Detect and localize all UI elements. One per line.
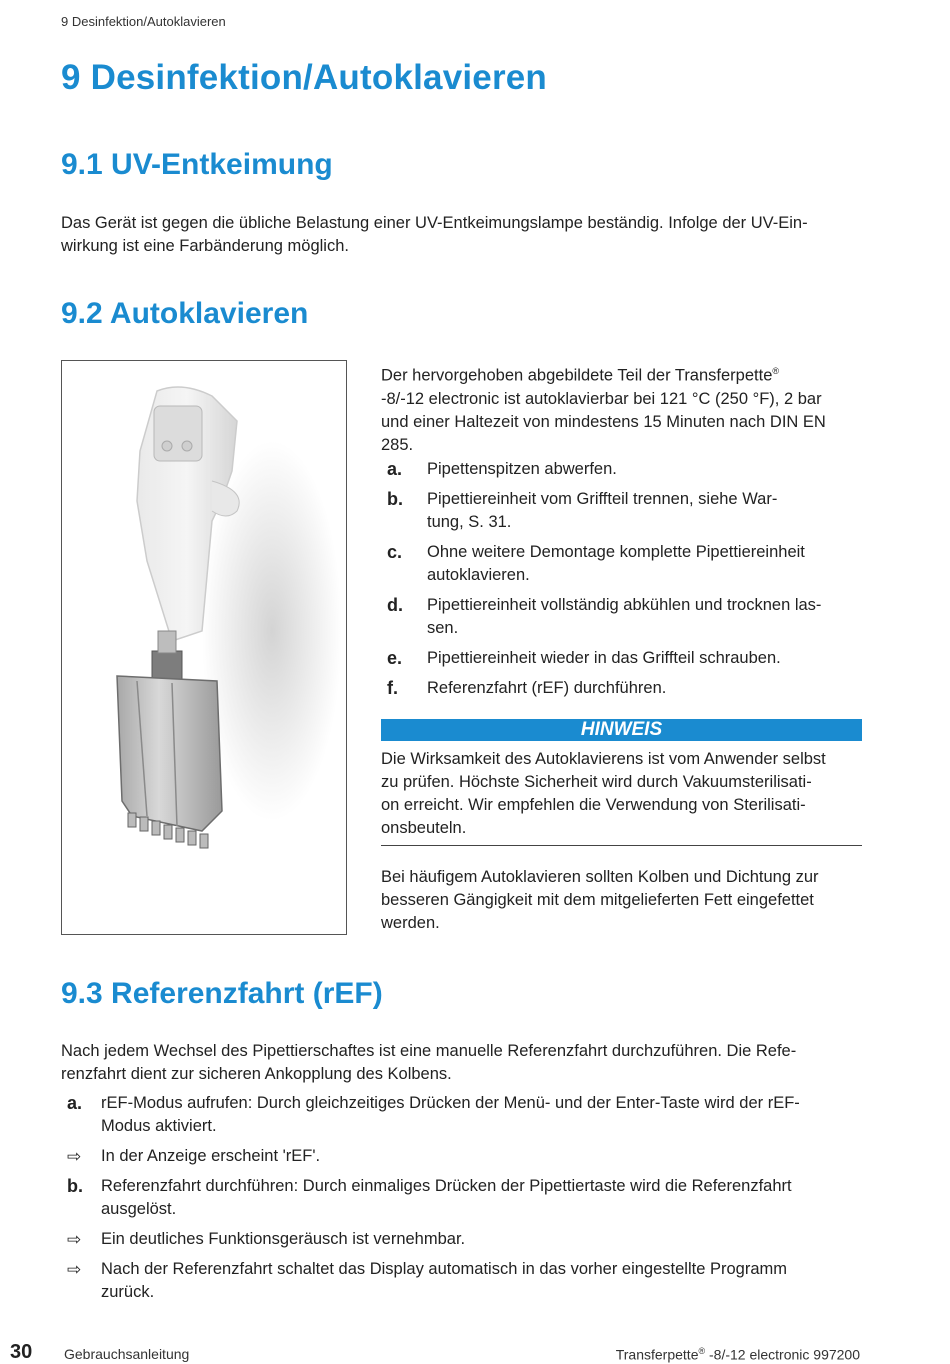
step-text-line: rEF-Modus aufrufen: Durch gleichzeitiges Drücken der Menü- und der Enter-Taste wird der rEF-	[101, 1094, 800, 1112]
step-text-line: Referenzfahrt durchführen: Durch einmaliges Drücken der Pipettiertaste wird die Referenzfahrt	[101, 1177, 792, 1195]
nozzle-shape	[188, 831, 196, 845]
connector-shape	[152, 651, 182, 681]
running-head: 9 Desinfektion/Autoklavieren	[61, 14, 226, 29]
step-text-line: autoklavieren.	[427, 566, 530, 584]
section-title-autoclave: 9.2 Autoklavieren	[61, 297, 309, 330]
page-number: 30	[10, 1341, 33, 1363]
intro-line: -8/-12 electronic ist autoklavierbar bei 121 °C (250 °F), 2 bar	[381, 389, 822, 408]
section-title-reference: 9.3 Referenzfahrt (rEF)	[61, 977, 383, 1010]
uv-paragraph	[61, 212, 881, 258]
step-text: Pipettenspitzen abwerfen.	[427, 460, 617, 478]
step-marker: b.	[387, 489, 403, 509]
result-arrow-icon: ⇨	[67, 1147, 82, 1166]
result-arrow-icon: ⇨	[67, 1260, 82, 1279]
step-text-line: zurück.	[101, 1283, 155, 1301]
hinweis-header: HINWEIS	[381, 719, 862, 741]
hinweis-line: on erreicht. Wir empfehlen die Verwendung von Sterilisati-	[381, 796, 806, 814]
list-item	[387, 647, 867, 670]
uv-line: wirkung ist eine Farbänderung möglich.	[61, 237, 349, 255]
list-item	[387, 677, 867, 700]
step-text-line: Pipettiereinheit vom Griffteil trennen, siehe War-	[427, 490, 778, 508]
intro-line-text: Der hervorgehoben abgebildete Teil der Transferpette	[381, 366, 773, 385]
intro-line: renzfahrt dient zur sicheren Ankopplung des Kolbens.	[61, 1065, 452, 1083]
step-text: Referenzfahrt (rEF) durchführen.	[427, 679, 667, 697]
footer-doc-type: Gebrauchsanleitung	[64, 1346, 190, 1362]
step-text-line: tung, S. 31.	[427, 513, 512, 531]
note-line: besseren Gängigkeit mit dem mitgelieferten Fett eingefettet	[381, 891, 814, 909]
step-text-line: Nach der Referenzfahrt schaltet das Display automatisch in das vorher eingestellte Programm	[101, 1260, 787, 1278]
list-item	[387, 541, 867, 587]
intro-line: 285.	[381, 435, 414, 454]
intro-line	[381, 360, 871, 388]
nozzle-shape	[176, 828, 184, 842]
list-item	[387, 594, 867, 640]
hinweis-line: zu prüfen. Höchste Sicherheit wird durch Vakuumsterilisati-	[381, 773, 812, 791]
intro-line: und einer Haltezeit von mindestens 15 Minuten nach DIN EN	[381, 412, 826, 431]
list-item	[67, 1175, 887, 1221]
nozzle-shape	[140, 817, 148, 831]
hinweis-text	[381, 748, 871, 840]
registered-mark: ®	[772, 366, 780, 376]
step-text	[427, 594, 821, 640]
step-text	[427, 541, 805, 587]
button-shape	[182, 441, 192, 451]
list-item	[387, 488, 867, 534]
display-shape	[154, 406, 202, 461]
step-marker: a.	[67, 1093, 83, 1113]
autoclave-intro	[381, 360, 871, 457]
chapter-title: 9 Desinfektion/Autoklavieren	[61, 58, 548, 97]
reference-intro	[61, 1040, 891, 1086]
section-title-uv: 9.1 UV-Entkeimung	[61, 148, 333, 181]
list-item	[67, 1092, 887, 1138]
list-item	[387, 458, 867, 481]
nozzle-shape	[164, 825, 172, 839]
step-text	[101, 1175, 792, 1221]
list-item	[67, 1145, 887, 1168]
step-marker: f.	[387, 678, 398, 698]
note-line: Bei häufigem Autoklavieren sollten Kolben und Dichtung zur	[381, 868, 819, 886]
step-text	[101, 1258, 787, 1304]
connector-top-shape	[158, 631, 176, 653]
footer-product	[616, 1346, 860, 1363]
step-text-line: Ohne weitere Demontage komplette Pipettiereinheit	[427, 543, 805, 561]
pipette-illustration	[62, 361, 346, 934]
step-text	[101, 1092, 800, 1138]
footer-product-name: Transferpette	[615, 1346, 699, 1363]
step-text-line: Modus aktiviert.	[101, 1117, 217, 1135]
uv-line: Das Gerät ist gegen die übliche Belastung einer UV-Entkeimungslampe beständig. Infolge der UV-Ein-	[61, 214, 808, 232]
grease-note	[381, 866, 871, 935]
nozzle-shape	[152, 821, 160, 835]
list-item	[67, 1228, 887, 1251]
step-marker: e.	[387, 648, 403, 668]
hinweis-divider	[381, 845, 862, 846]
step-text: Pipettiereinheit wieder in das Griffteil schrauben.	[427, 649, 781, 667]
list-item	[67, 1258, 887, 1304]
step-text: In der Anzeige erscheint 'rEF'.	[101, 1147, 321, 1165]
step-marker: d.	[387, 595, 403, 615]
step-text-line: ausgelöst.	[101, 1200, 177, 1218]
step-text-line: Pipettiereinheit vollständig abkühlen und trocknen las-	[427, 596, 822, 614]
nozzle-shape	[128, 813, 136, 827]
nozzle-shape	[200, 834, 208, 848]
intro-line: Nach jedem Wechsel des Pipettierschaftes ist eine manuelle Referenzfahrt durchzuführen. Die Refe-	[61, 1042, 797, 1060]
hinweis-line: onsbeuteln.	[381, 819, 467, 837]
manifold-shape	[117, 676, 222, 831]
footer-product-model: -8/-12 electronic 997200	[705, 1346, 860, 1363]
pipette-figure	[61, 360, 347, 935]
step-marker: a.	[387, 459, 403, 479]
autoclave-steps	[387, 458, 867, 707]
button-shape	[162, 441, 172, 451]
reference-steps	[67, 1092, 887, 1311]
note-line: werden.	[381, 914, 440, 932]
step-text-line: sen.	[427, 619, 459, 637]
step-marker: c.	[387, 542, 403, 562]
registered-mark: ®	[698, 1346, 706, 1356]
hinweis-line: Die Wirksamkeit des Autoklavierens ist vom Anwender selbst	[381, 750, 826, 768]
step-text	[427, 488, 777, 534]
step-marker: b.	[67, 1176, 83, 1196]
step-text: Ein deutliches Funktionsgeräusch ist vernehmbar.	[101, 1230, 466, 1248]
result-arrow-icon: ⇨	[67, 1230, 82, 1249]
